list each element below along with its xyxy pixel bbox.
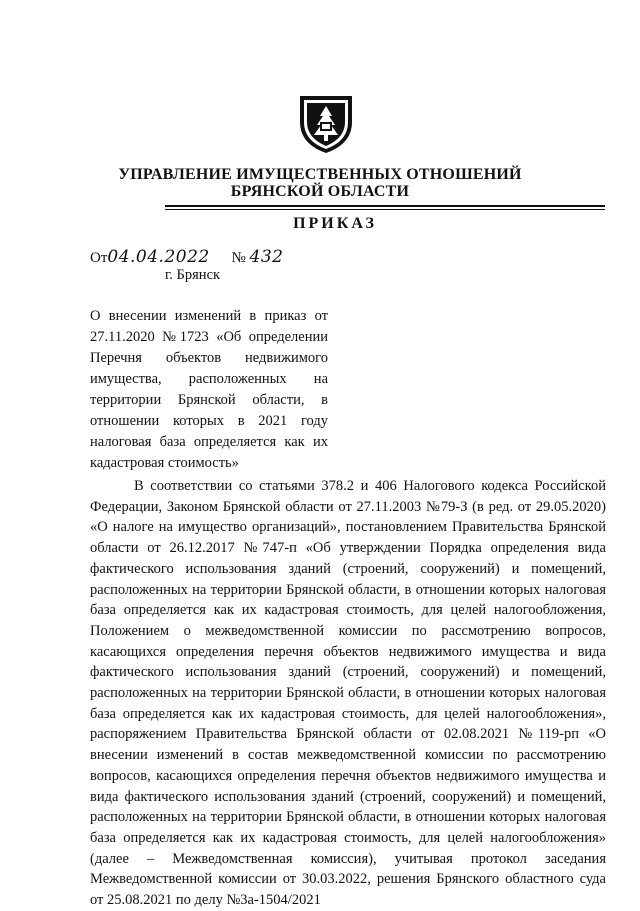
- coat-of-arms-icon: [294, 92, 358, 156]
- date-prefix: От: [90, 250, 108, 266]
- header-divider-thin: [165, 209, 605, 210]
- document-title: ПРИКАЗ: [293, 215, 377, 232]
- document-city: г. Брянск: [165, 267, 221, 283]
- document-number: 432: [249, 247, 284, 267]
- organization-name-line1: УПРАВЛЕНИЕ ИМУЩЕСТВЕННЫХ ОТНОШЕНИЙ: [118, 166, 522, 183]
- header-divider-thick: [165, 205, 605, 207]
- number-label: №: [231, 250, 246, 266]
- body-paragraph: В соответствии со статьями 378.2 и 406 Налогового кодекса Российской Федерации, Законом Брянской области от 27.11.2003 №79-З (в ред. от 29.05.2020) «О налоге на имущество организаций», постановлением Правительства Брянской области от 26.12.2017 №747-п «Об утверждении Порядка определения вида фактического использования зданий (строений, сооружений) и помещений, расположенных на территории Брянской области, в отношении которых налоговая база определяется как их кадастровая стоимость, для целей налогообложения, Положением о межведомственной комиссии по рассмотрению вопросов, касающихся определения перечня объектов недвижимого имущества и вида фактического использования зданий (строений, сооружений) и помещений, расположенных на территории Брянской области, в отношении которых налоговая база определяется как их кадастровая стоимость, для целей налогообложения», распоряжением Правительства Брянской области от 02.08.2021 №119-рп «О внесении изменений в состав межведомственной комиссии по рассмотрению вопросов, касающихся определения перечня объектов недвижимого имущества и вида фактического использования зданий (строений, сооружений) и помещений, расположенных на территории Брянской области, в отношении которых налоговая база определяется как их кадастровая стоимость, для целей налогообложения» (далее – Межведомственная комиссия), учитывая протокол заседания Межведомственной комиссии от 30.03.2022, решения Брянского областного суда от 25.08.2021 по делу №3а-1504/2021: [90, 478, 606, 909]
- document-date-number-row: [90, 247, 284, 267]
- document-date: 04.04.2022: [107, 247, 210, 267]
- organization-name-line2: БРЯНСКОЙ ОБЛАСТИ: [230, 183, 410, 200]
- document-subject: О внесении изменений в приказ от 27.11.2020 №1723 «Об определении Перечня объектов недвижимого имущества, расположенных на территории Брянской области, в отношении которых в 2021 году налоговая база определяется как их кадастровая стоимость»: [90, 308, 328, 471]
